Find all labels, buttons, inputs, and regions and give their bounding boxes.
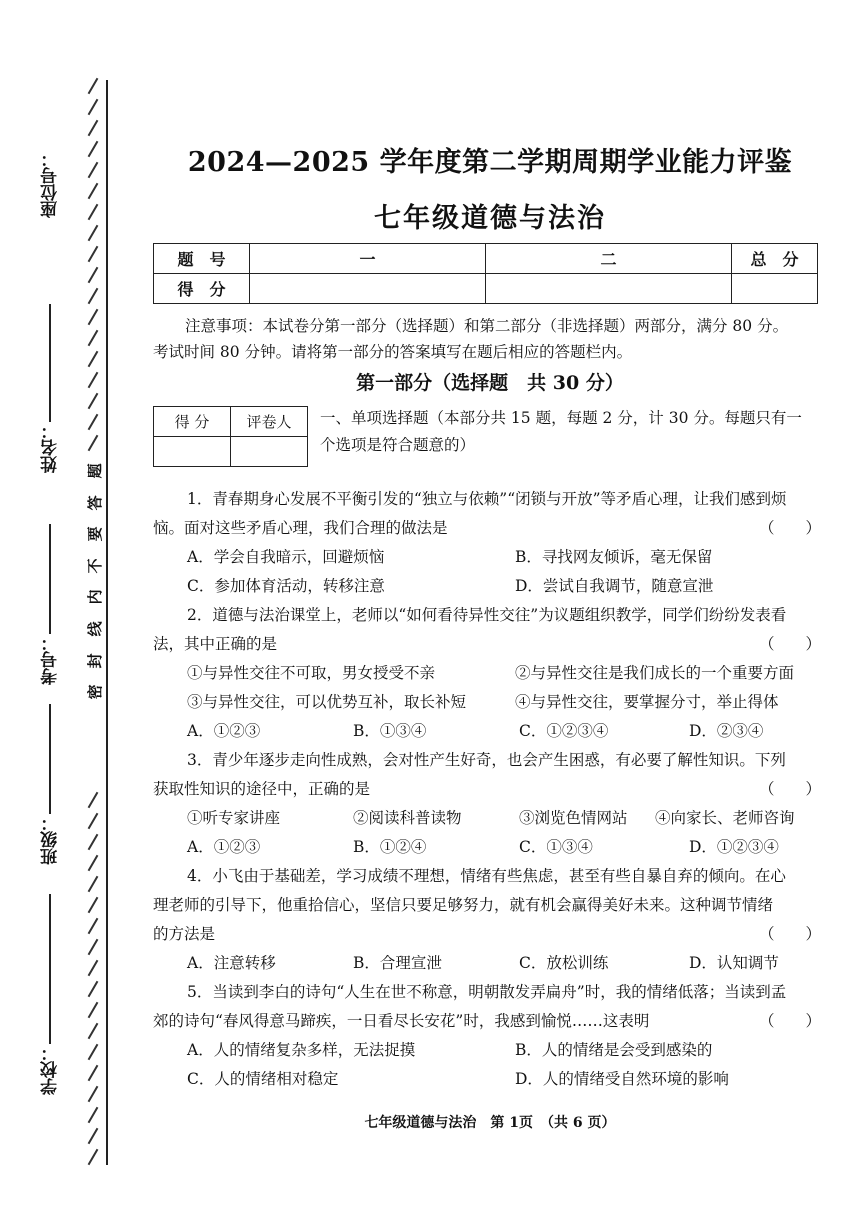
question-stem-line <box>153 514 825 543</box>
binding-slash <box>88 1023 99 1040</box>
option-row <box>153 1065 825 1094</box>
score-cell-part2[interactable] <box>486 274 732 304</box>
statement-1: ①听专家讲座 <box>187 809 281 827</box>
seat-number-label: 座位号： <box>40 150 61 218</box>
option-a: A．①②③ <box>187 838 261 856</box>
section-intro <box>320 405 825 459</box>
question-stem-line: 3．青少年逐步走向性成熟，会对性产生好奇，也会产生困惑，有必要了解性知识。下列 <box>187 751 786 769</box>
binding-slash <box>88 960 99 977</box>
notice-line: 考试时间 80 分钟。请将第一部分的答案填写在题后相应的答题栏内。 <box>153 343 633 361</box>
binding-slash <box>88 183 99 200</box>
grader-table <box>153 406 308 467</box>
binding-slash <box>88 372 99 389</box>
question-3 <box>153 746 825 862</box>
school-field[interactable] <box>38 890 62 1095</box>
binding-slash <box>88 99 99 116</box>
question-stem-line: 4．小飞由于基础差，学习成绩不理想，情绪有些焦虑，甚至有些自暴自弃的倾向。在心 <box>187 867 786 885</box>
option-d: D．②③④ <box>689 722 764 740</box>
statement-1: ①与异性交往不可取，男女授受不亲 <box>187 664 436 682</box>
binding-slash <box>88 876 99 893</box>
question-list <box>153 485 825 1094</box>
exam-number-label: 考号： <box>40 634 61 685</box>
binding-slash <box>88 1002 99 1019</box>
score-header-total: 总 分 <box>732 244 818 274</box>
exam-number-field[interactable] <box>38 520 62 685</box>
option-row <box>153 543 825 572</box>
option-a: A．人的情绪复杂多样，无法捉摸 <box>187 1041 416 1059</box>
question-stem-line: 5．当读到李白的诗句“人生在世不称意，明朝散发弄扁舟”时，我的情绪低落；当读到孟 <box>187 983 787 1001</box>
question-stem-line <box>153 775 825 804</box>
seal-char: 答 <box>86 494 105 510</box>
option-c: C．放松训练 <box>519 954 609 972</box>
seal-char: 内 <box>86 589 105 605</box>
option-b: B．人的情绪是会受到感染的 <box>515 1041 713 1059</box>
binding-slash <box>88 1107 99 1124</box>
option-b: B．①②④ <box>353 838 427 856</box>
question-stem-line <box>153 630 825 659</box>
option-row <box>153 833 825 862</box>
option-row <box>153 572 825 601</box>
binding-slash <box>88 918 99 935</box>
answer-blank[interactable]: （ ） <box>758 635 821 653</box>
class-field[interactable] <box>38 700 62 865</box>
binding-slash <box>88 288 99 305</box>
class-label: 班级： <box>40 814 61 865</box>
seal-char: 线 <box>86 621 105 637</box>
statement-3: ③与异性交往，可以优势互补，取长补短 <box>187 693 467 711</box>
binding-slash <box>88 78 99 95</box>
question-stem-line <box>153 1007 825 1036</box>
binding-slash <box>88 204 99 221</box>
option-a: A．①②③ <box>187 722 261 740</box>
class-underline <box>49 704 51 814</box>
score-cell-part1[interactable] <box>250 274 486 304</box>
option-b: B．合理宣泄 <box>353 954 442 972</box>
statement-row <box>153 688 825 717</box>
seat-number-field[interactable] <box>38 150 62 218</box>
binding-slash <box>88 162 99 179</box>
question-stem-text: 的方法是 <box>153 925 216 943</box>
statement-row <box>153 804 825 833</box>
part1-title: 第一部分（选择题 共 30 分） <box>356 372 624 394</box>
option-b: B．①③④ <box>353 722 427 740</box>
option-a: A．学会自我暗示，回避烦恼 <box>187 548 385 566</box>
statement-4: ④与异性交往，要掌握分寸，举止得体 <box>515 693 779 711</box>
answer-blank[interactable]: （ ） <box>758 519 821 537</box>
option-row <box>153 949 825 978</box>
seal-char: 要 <box>86 526 105 542</box>
statement-2: ②与异性交往是我们成长的一个重要方面 <box>515 664 795 682</box>
option-c: C．参加体育活动，转移注意 <box>187 577 385 595</box>
binding-slash <box>88 330 99 347</box>
option-row <box>153 717 825 746</box>
option-d: D．尝试自我调节，随意宣泄 <box>515 577 714 595</box>
binding-slash <box>88 120 99 137</box>
option-b: B．寻找网友倾诉，毫无保留 <box>515 548 713 566</box>
statement-row <box>153 659 825 688</box>
grader-name-cell[interactable] <box>231 437 308 467</box>
score-header-label: 题 号 <box>154 244 250 274</box>
score-header-part1: 一 <box>250 244 486 274</box>
question-stem-line: 理老师的引导下，他重拾信心，坚信只要足够努力，就有机会赢得美好未来。这种调节情绪 <box>153 896 774 914</box>
binding-slash <box>88 141 99 158</box>
grader-name-label: 评卷人 <box>231 407 308 437</box>
seal-char: 题 <box>86 463 105 479</box>
name-underline <box>49 304 51 422</box>
seal-line-notice <box>84 455 108 708</box>
name-label: 姓名： <box>40 422 61 473</box>
grader-score-cell[interactable] <box>154 437 231 467</box>
question-stem-line <box>153 920 825 949</box>
option-d: D．认知调节 <box>689 954 779 972</box>
exam-notice <box>153 313 825 365</box>
section-intro-line: 个选项是符合题意的） <box>320 436 476 454</box>
option-row <box>153 1036 825 1065</box>
question-stem-text: 获取性知识的途径中，正确的是 <box>153 780 371 798</box>
question-stem-text: 法，其中正确的是 <box>153 635 278 653</box>
binding-slash <box>88 267 99 284</box>
answer-blank[interactable]: （ ） <box>758 1012 821 1030</box>
seal-char: 不 <box>86 558 105 574</box>
statement-4: ④向家长、老师咨询 <box>655 809 795 827</box>
page-title: 2024—2025 学年度第二学期周期学业能力评鉴 <box>187 147 793 178</box>
exam-number-underline <box>49 524 51 634</box>
option-a: A．注意转移 <box>187 954 276 972</box>
score-table <box>153 243 818 304</box>
binding-slash <box>88 1128 99 1145</box>
school-underline <box>49 894 51 1044</box>
binding-slash <box>88 834 99 851</box>
binding-slash <box>88 855 99 872</box>
answer-blank[interactable]: （ ） <box>758 780 821 798</box>
option-c: C．人的情绪相对稳定 <box>187 1070 339 1088</box>
page-footer: 七年级道德与法治 第 1页 （共 6 页） <box>364 1115 616 1131</box>
option-c: C．①③④ <box>519 838 593 856</box>
binding-slash <box>88 309 99 326</box>
binding-slash <box>88 393 99 410</box>
score-cell-total[interactable] <box>732 274 818 304</box>
page-subtitle: 七年级道德与法治 <box>374 203 606 234</box>
section-intro-line: 一、单项选择题（本部分共 15 题，每题 2 分，计 30 分。每题只有一 <box>320 409 802 427</box>
binding-slash <box>88 1044 99 1061</box>
question-stem-text: 恼。面对这些矛盾心理，我们合理的做法是 <box>153 519 448 537</box>
binding-slash <box>88 225 99 242</box>
grader-score-label: 得 分 <box>154 407 231 437</box>
binding-slash <box>88 792 99 809</box>
option-d: D．人的情绪受自然环境的影响 <box>515 1070 729 1088</box>
binding-slash <box>88 939 99 956</box>
binding-slash <box>88 414 99 431</box>
question-2 <box>153 601 825 746</box>
question-5 <box>153 978 825 1094</box>
option-c: C．①②③④ <box>519 722 609 740</box>
question-stem-text: 郊的诗句“春风得意马蹄疾，一日看尽长安花”时，我感到愉悦……这表明 <box>153 1012 650 1030</box>
binding-slash <box>88 1065 99 1082</box>
name-field[interactable] <box>38 300 62 473</box>
question-1 <box>153 485 825 601</box>
binding-slash <box>88 351 99 368</box>
score-header-part2: 二 <box>486 244 732 274</box>
statement-2: ②阅读科普读物 <box>353 809 462 827</box>
score-row-label: 得 分 <box>154 274 250 304</box>
question-4 <box>153 862 825 978</box>
binding-slash <box>88 1149 99 1166</box>
binding-slash <box>88 435 99 452</box>
school-label: 学校： <box>40 1044 61 1095</box>
question-stem-line: 1．青春期身心发展不平衡引发的“独立与依赖”“闭锁与开放”等矛盾心理，让我们感到烦 <box>187 490 787 508</box>
question-stem-line: 2．道德与法治课堂上，老师以“如何看待异性交往”为议题组织教学，同学们纷纷发表看 <box>187 606 787 624</box>
binding-strip <box>0 0 120 1215</box>
seal-char: 封 <box>86 652 105 668</box>
option-d: D．①②③④ <box>689 838 779 856</box>
seal-char: 密 <box>86 684 105 700</box>
binding-slash <box>88 981 99 998</box>
binding-slash <box>88 813 99 830</box>
statement-3: ③浏览色情网站 <box>519 809 628 827</box>
notice-line: 注意事项：本试卷分第一部分（选择题）和第二部分（非选择题）两部分，满分 80 分。 <box>185 317 789 335</box>
binding-slash <box>88 897 99 914</box>
answer-blank[interactable]: （ ） <box>758 925 821 943</box>
binding-slash <box>88 246 99 263</box>
binding-slash <box>88 1086 99 1103</box>
